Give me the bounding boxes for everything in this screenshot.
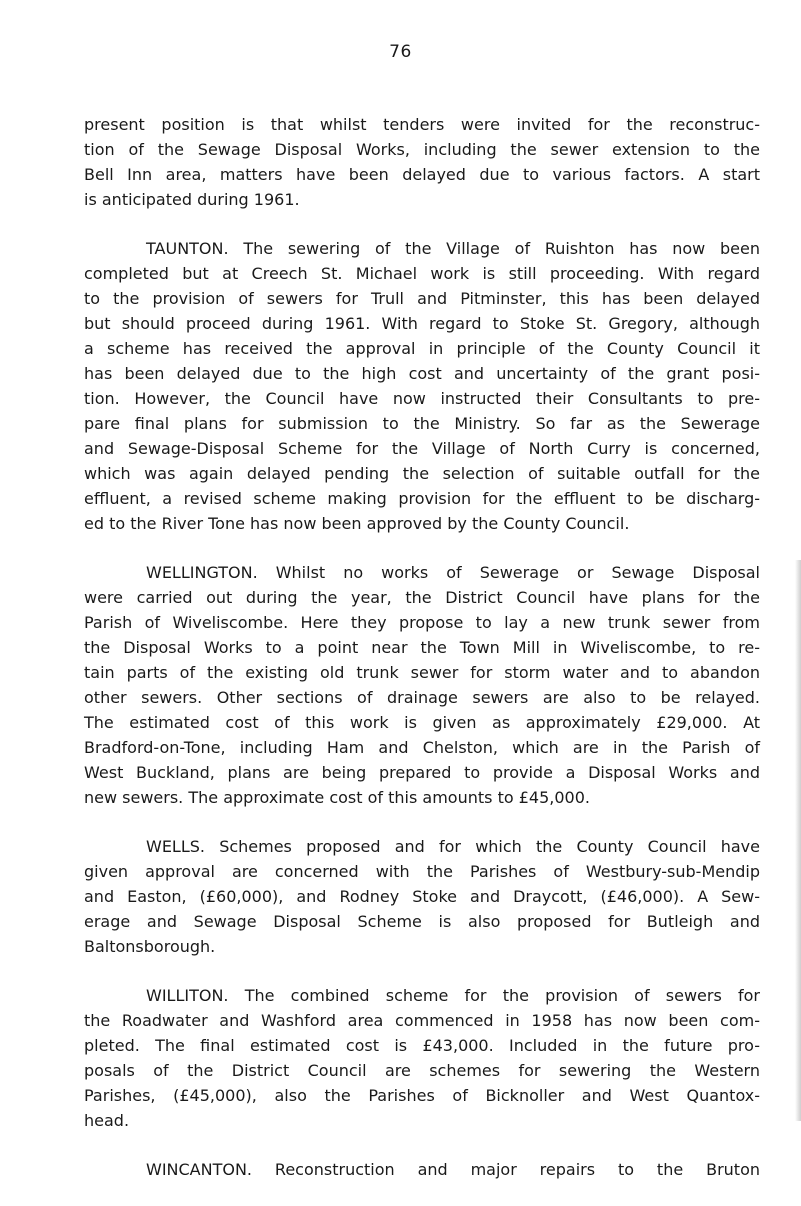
text-line: completed but at Creech St. Michael work is still proceeding. With regard [84, 264, 760, 283]
text-line: the Roadwater and Washford area commenced in 1958 has now been com- [84, 1011, 760, 1030]
text-line: WILLITON. The combined scheme for the provision of sewers for [146, 986, 760, 1005]
text-line: to the provision of sewers for Trull and Pitminster, this has been delayed [84, 289, 760, 308]
text-line: pare final plans for submission to the Ministry. So far as the Sewerage [84, 414, 760, 433]
paragraph-wellington [84, 560, 760, 810]
text-line: but should proceed during 1961. With regard to Stoke St. Gregory, although [84, 314, 760, 333]
text-line: Bradford-on-Tone, including Ham and Chelston, which are in the Parish of [84, 738, 760, 757]
text-line: tion. However, the Council have now instructed their Consultants to pre- [84, 389, 760, 408]
paragraph-wells [84, 834, 760, 959]
page-edge-shadow [795, 560, 801, 1121]
text-line: West Buckland, plans are being prepared to provide a Disposal Works and [84, 763, 760, 782]
paragraph-continuation [84, 112, 760, 212]
text-line: Baltonsborough. [84, 937, 216, 956]
page-number: 76 [389, 42, 412, 62]
text-line: WINCANTON. Reconstruction and major repairs to the Bruton [146, 1160, 760, 1179]
text-line: head. [84, 1111, 130, 1130]
text-line: TAUNTON. The sewering of the Village of Ruishton has now been [146, 239, 760, 258]
text-line: other sewers. Other sections of drainage sewers are also to be relayed. [84, 688, 760, 707]
text-line: and Easton, (£60,000), and Rodney Stoke and Draycott, (£46,000). A Sew- [84, 887, 760, 906]
text-line: WELLS. Schemes proposed and for which the County Council have [146, 837, 760, 856]
text-line: the Disposal Works to a point near the Town Mill in Wiveliscombe, to re- [84, 638, 760, 657]
text-line: pleted. The final estimated cost is £43,000. Included in the future pro- [84, 1036, 760, 1055]
text-line: and Sewage-Disposal Scheme for the Village of North Curry is concerned, [84, 439, 760, 458]
text-line: Parishes, (£45,000), also the Parishes of Bicknoller and West Quantox- [84, 1086, 760, 1105]
text-line: tion of the Sewage Disposal Works, including the sewer extension to the [84, 140, 760, 159]
text-line: Parish of Wiveliscombe. Here they propose to lay a new trunk sewer from [84, 613, 760, 632]
text-line: new sewers. The approximate cost of this amounts to £45,000. [84, 788, 590, 807]
text-line: ed to the River Tone has now been approved by the County Council. [84, 514, 630, 533]
body-text [84, 112, 760, 1206]
text-line: were carried out during the year, the District Council have plans for the [84, 588, 760, 607]
paragraph-wincanton [84, 1157, 760, 1182]
text-line: given approval are concerned with the Parishes of Westbury-sub-Mendip [84, 862, 760, 881]
text-line: posals of the District Council are schemes for sewering the Western [84, 1061, 760, 1080]
paragraph-williton [84, 983, 760, 1133]
text-line: The estimated cost of this work is given as approximately £29,000. At [84, 713, 760, 732]
text-line: is anticipated during 1961. [84, 190, 300, 209]
text-line: which was again delayed pending the selection of suitable outfall for the [84, 464, 760, 483]
text-line: Bell Inn area, matters have been delayed due to various factors. A start [84, 165, 760, 184]
text-line: WELLINGTON. Whilst no works of Sewerage or Sewage Disposal [146, 563, 760, 582]
text-line: has been delayed due to the high cost and uncertainty of the grant posi- [84, 364, 760, 383]
text-line: tain parts of the existing old trunk sewer for storm water and to abandon [84, 663, 760, 682]
text-line: erage and Sewage Disposal Scheme is also proposed for Butleigh and [84, 912, 760, 931]
paragraph-taunton [84, 236, 760, 536]
text-line: a scheme has received the approval in principle of the County Council it [84, 339, 760, 358]
text-line: effluent, a revised scheme making provision for the effluent to be discharg- [84, 489, 760, 508]
text-line: present position is that whilst tenders were invited for the reconstruc- [84, 115, 760, 134]
